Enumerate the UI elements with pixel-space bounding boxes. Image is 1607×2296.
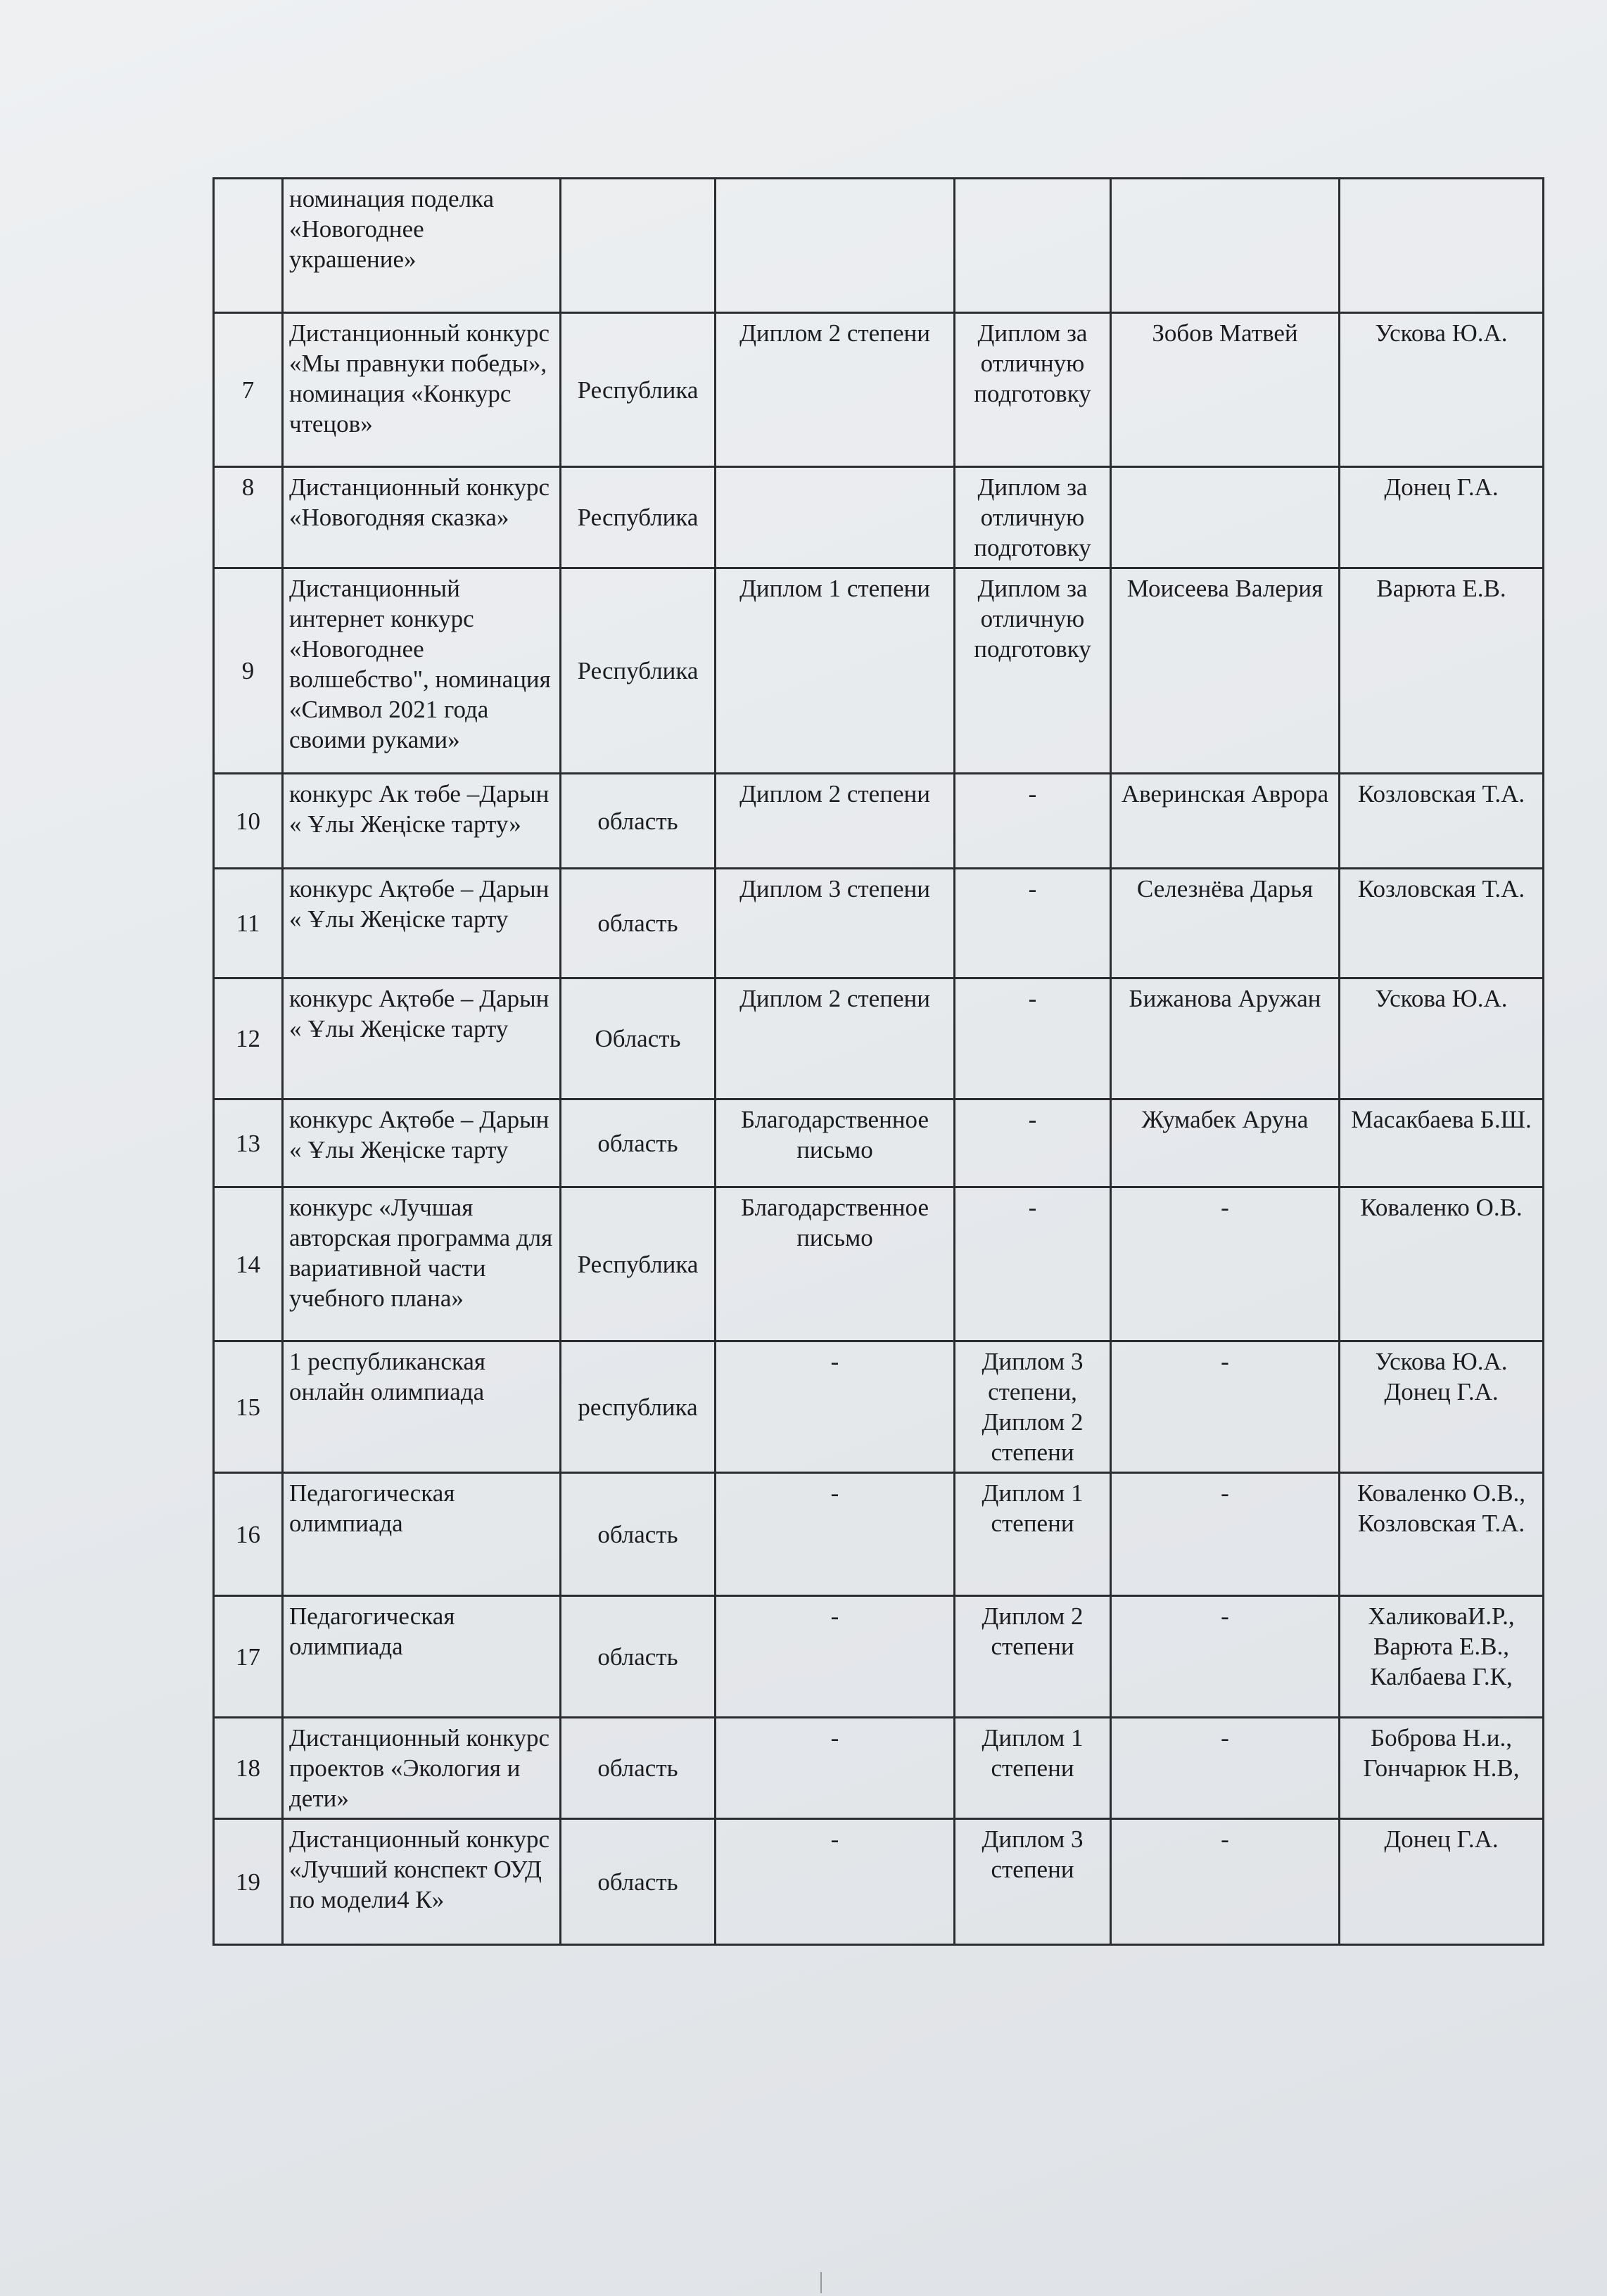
cell-teacher-award: - (955, 869, 1111, 978)
cell-level: область (561, 869, 716, 978)
table-row (214, 1819, 1544, 1945)
table-row (214, 179, 1544, 313)
cell-teacher-award: - (955, 774, 1111, 869)
cell-row-number: 13 (214, 1099, 283, 1187)
cell-row-number: 8 (214, 467, 283, 568)
cell-level: область (561, 774, 716, 869)
cell-competition-name: конкурс Ақтөбе – Дарын « Ұлы Жеңіске тарту (283, 1099, 561, 1187)
table-row (214, 1596, 1544, 1718)
cell-teacher-award: Диплом 1 степени (955, 1473, 1111, 1596)
cell-row-number (214, 179, 283, 313)
cell-teacher: Варюта Е.В. (1340, 568, 1544, 774)
cell-result: Диплом 2 степени (716, 774, 955, 869)
cell-result (716, 467, 955, 568)
cell-teacher-award: - (955, 1187, 1111, 1341)
cell-teacher-award: Диплом 3 степени, Диплом 2 степени (955, 1341, 1111, 1473)
cell-result: - (716, 1473, 955, 1596)
cell-teacher: Ускова Ю.А. (1340, 313, 1544, 467)
cell-result: - (716, 1596, 955, 1718)
cell-teacher: Ускова Ю.А. (1340, 978, 1544, 1099)
cell-teacher: Ускова Ю.А. Донец Г.А. (1340, 1341, 1544, 1473)
cell-teacher: Козловская Т.А. (1340, 774, 1544, 869)
cell-student: - (1111, 1473, 1340, 1596)
cell-student: Бижанова Аружан (1111, 978, 1340, 1099)
cell-level: республика (561, 1341, 716, 1473)
table-row (214, 1099, 1544, 1187)
cell-teacher: Донец Г.А. (1340, 1819, 1544, 1945)
cell-student: - (1111, 1341, 1340, 1473)
cell-level: Республика (561, 1187, 716, 1341)
cell-student: Жумабек Аруна (1111, 1099, 1340, 1187)
cell-result: Благодарственное письмо (716, 1187, 955, 1341)
cell-level (561, 179, 716, 313)
cell-result: Диплом 2 степени (716, 978, 955, 1099)
cell-teacher-award: Диплом за отличную подготовку (955, 568, 1111, 774)
cell-level: область (561, 1596, 716, 1718)
cell-competition-name: Дистанционный конкурс «Мы правнуки победы», номинация «Конкурс чтецов» (283, 313, 561, 467)
cell-competition-name: Дистанционный конкурс «Лучший конспект ОУД по модели4 К» (283, 1819, 561, 1945)
cell-result: - (716, 1718, 955, 1819)
cell-result: - (716, 1341, 955, 1473)
cell-level: область (561, 1099, 716, 1187)
cell-row-number: 11 (214, 869, 283, 978)
cell-teacher (1340, 179, 1544, 313)
cell-row-number: 15 (214, 1341, 283, 1473)
awards-table (212, 177, 1544, 1946)
cell-teacher-award: Диплом за отличную подготовку (955, 313, 1111, 467)
cell-level: Республика (561, 568, 716, 774)
cell-teacher: ХаликоваИ.Р., Варюта Е.В., Калбаева Г.К, (1340, 1596, 1544, 1718)
cell-row-number: 18 (214, 1718, 283, 1819)
cell-row-number: 7 (214, 313, 283, 467)
cell-teacher: Коваленко О.В., Козловская Т.А. (1340, 1473, 1544, 1596)
cell-level: Республика (561, 467, 716, 568)
cell-teacher: Боброва Н.и., Гончарюк Н.В, (1340, 1718, 1544, 1819)
page-mark (820, 2272, 822, 2293)
cell-row-number: 17 (214, 1596, 283, 1718)
cell-competition-name: Педагогическая олимпиада (283, 1473, 561, 1596)
cell-teacher-award: - (955, 978, 1111, 1099)
cell-student: Зобов Матвей (1111, 313, 1340, 467)
table-row (214, 978, 1544, 1099)
table-row (214, 313, 1544, 467)
cell-teacher-award: Диплом 2 степени (955, 1596, 1111, 1718)
cell-result: Благодарственное письмо (716, 1099, 955, 1187)
cell-student: - (1111, 1718, 1340, 1819)
cell-row-number: 9 (214, 568, 283, 774)
cell-competition-name: 1 республиканская онлайн олимпиада (283, 1341, 561, 1473)
cell-competition-name: конкурс Ақтөбе – Дарын « Ұлы Жеңіске тарту (283, 869, 561, 978)
cell-row-number: 16 (214, 1473, 283, 1596)
cell-student: - (1111, 1187, 1340, 1341)
cell-competition-name: конкурс Ақтөбе – Дарын « Ұлы Жеңіске тарту (283, 978, 561, 1099)
cell-level: область (561, 1718, 716, 1819)
cell-result: Диплом 3 степени (716, 869, 955, 978)
cell-student (1111, 467, 1340, 568)
cell-teacher-award: Диплом за отличную подготовку (955, 467, 1111, 568)
table-row (214, 869, 1544, 978)
cell-competition-name: конкурс «Лучшая авторская программа для вариативной части учебного плана» (283, 1187, 561, 1341)
cell-teacher: Масакбаева Б.Ш. (1340, 1099, 1544, 1187)
cell-level: область (561, 1473, 716, 1596)
cell-teacher: Коваленко О.В. (1340, 1187, 1544, 1341)
cell-student: Аверинская Аврора (1111, 774, 1340, 869)
cell-teacher: Козловская Т.А. (1340, 869, 1544, 978)
cell-student: - (1111, 1819, 1340, 1945)
cell-teacher-award: - (955, 1099, 1111, 1187)
cell-row-number: 12 (214, 978, 283, 1099)
table-row (214, 1473, 1544, 1596)
cell-row-number: 10 (214, 774, 283, 869)
cell-result (716, 179, 955, 313)
cell-teacher-award: Диплом 3 степени (955, 1819, 1111, 1945)
table-row (214, 774, 1544, 869)
table-row (214, 1718, 1544, 1819)
cell-teacher-award (955, 179, 1111, 313)
cell-row-number: 19 (214, 1819, 283, 1945)
cell-result: Диплом 1 степени (716, 568, 955, 774)
cell-teacher: Донец Г.А. (1340, 467, 1544, 568)
cell-competition-name: Дистанционный интернет конкурс «Новогоднее волшебство", номинация «Символ 2021 года своими руками» (283, 568, 561, 774)
cell-student: Моисеева Валерия (1111, 568, 1340, 774)
table-row (214, 467, 1544, 568)
cell-result: Диплом 2 степени (716, 313, 955, 467)
cell-level: область (561, 1819, 716, 1945)
cell-competition-name: Дистанционный конкурс проектов «Экология и дети» (283, 1718, 561, 1819)
cell-competition-name: Педагогическая олимпиада (283, 1596, 561, 1718)
table-row (214, 568, 1544, 774)
table-row (214, 1187, 1544, 1341)
cell-level: Республика (561, 313, 716, 467)
cell-competition-name: конкурс Ак төбе –Дарын « Ұлы Жеңіске тарту» (283, 774, 561, 869)
cell-level: Область (561, 978, 716, 1099)
cell-competition-name: номинация поделка «Новогоднее украшение» (283, 179, 561, 313)
cell-competition-name: Дистанционный конкурс «Новогодняя сказка» (283, 467, 561, 568)
cell-student: - (1111, 1596, 1340, 1718)
cell-result: - (716, 1819, 955, 1945)
cell-student: Селезнёва Дарья (1111, 869, 1340, 978)
cell-row-number: 14 (214, 1187, 283, 1341)
cell-student (1111, 179, 1340, 313)
cell-teacher-award: Диплом 1 степени (955, 1718, 1111, 1819)
table-row (214, 1341, 1544, 1473)
